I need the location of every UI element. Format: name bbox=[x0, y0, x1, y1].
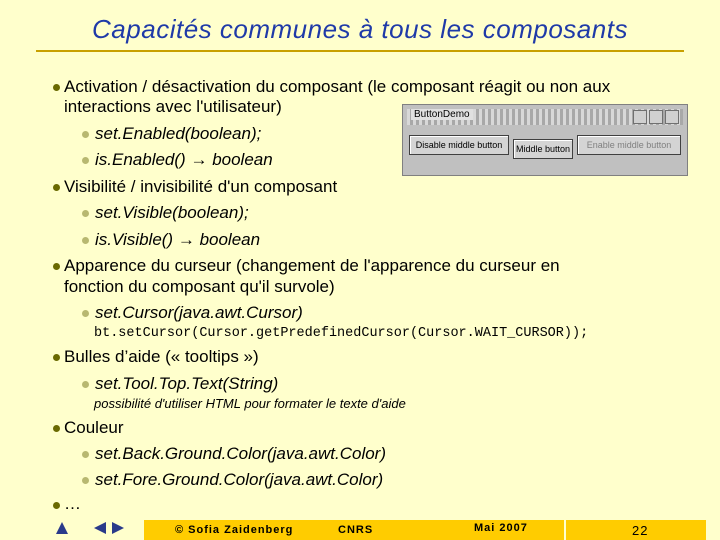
set-visible-text: set.Visible(boolean); bbox=[95, 203, 249, 222]
activation-heading-cont: interactions avec l'utilisateur) bbox=[64, 97, 282, 116]
set-tooltip-text: set.Tool.Top.Text(String) bbox=[95, 374, 279, 393]
close-icon bbox=[665, 110, 679, 124]
nav-first-icon[interactable] bbox=[55, 521, 69, 535]
is-enabled-line bbox=[95, 150, 273, 170]
bullet-icon bbox=[53, 184, 60, 191]
slide-title: Capacités communes à tous les composants bbox=[92, 14, 628, 44]
color-heading: Couleur bbox=[64, 418, 124, 437]
is-visible-line bbox=[95, 230, 260, 250]
enable-middle-button: Enable middle button bbox=[577, 135, 681, 155]
cursor-heading-cont: fonction du composant qu'il survole) bbox=[64, 277, 335, 296]
right-arrow-icon: → bbox=[190, 150, 208, 169]
tooltip-note: possibilité d'utiliser HTML pour formater le texte d'aide bbox=[94, 396, 406, 411]
window-title: ButtonDemo bbox=[411, 109, 473, 120]
set-cursor-text: set.Cursor(java.awt.Cursor) bbox=[95, 303, 303, 322]
nav-next-icon[interactable] bbox=[111, 521, 125, 535]
sub-bullet-icon bbox=[82, 310, 89, 317]
button-demo-screenshot bbox=[402, 104, 688, 176]
sub-bullet-icon bbox=[82, 451, 89, 458]
footer-date: Mai 2007 bbox=[474, 522, 528, 534]
maximize-icon bbox=[649, 110, 663, 124]
bullet-icon bbox=[53, 84, 60, 91]
is-visible-text: is.Visible() bbox=[95, 230, 174, 249]
middle-button: Middle button bbox=[513, 139, 573, 159]
cursor-code-example: bt.setCursor(Cursor.getPredefinedCursor(Cursor.WAIT_CURSOR)); bbox=[94, 326, 589, 341]
sub-bullet-icon bbox=[82, 237, 89, 244]
title-divider bbox=[36, 50, 684, 52]
footer-author: © Sofia Zaidenberg bbox=[175, 524, 294, 536]
sub-bullet-icon bbox=[82, 477, 89, 484]
sub-bullet-icon bbox=[82, 131, 89, 138]
is-enabled-text: is.Enabled() bbox=[95, 150, 186, 169]
bullet-icon bbox=[53, 354, 60, 361]
disable-middle-button: Disable middle button bbox=[409, 135, 509, 155]
page-number: 22 bbox=[632, 523, 649, 538]
bullet-icon bbox=[53, 263, 60, 270]
tooltip-heading: Bulles d’aide (« tooltips ») bbox=[64, 347, 259, 366]
set-background-text: set.Back.Ground.Color(java.awt.Color) bbox=[95, 444, 387, 463]
footer-org: CNRS bbox=[338, 524, 374, 536]
set-foreground-text: set.Fore.Ground.Color(java.awt.Color) bbox=[95, 470, 384, 489]
is-visible-return: boolean bbox=[199, 230, 261, 249]
bullet-icon bbox=[53, 502, 60, 509]
nav-prev-icon[interactable] bbox=[93, 521, 107, 535]
sub-bullet-icon bbox=[82, 157, 89, 164]
sub-bullet-icon bbox=[82, 381, 89, 388]
sub-bullet-icon bbox=[82, 210, 89, 217]
visibility-heading: Visibilité / invisibilité d'un composant bbox=[64, 177, 338, 196]
right-arrow-icon: → bbox=[177, 230, 195, 249]
window-titlebar bbox=[407, 109, 683, 125]
activation-heading: Activation / désactivation du composant (le composant réagit ou non aux bbox=[64, 77, 611, 96]
bullet-icon bbox=[53, 425, 60, 432]
set-enabled-text: set.Enabled(boolean); bbox=[95, 124, 262, 143]
cursor-heading: Apparence du curseur (changement de l'apparence du curseur en bbox=[64, 256, 560, 275]
minimize-icon bbox=[633, 110, 647, 124]
is-enabled-return: boolean bbox=[212, 150, 273, 169]
ellipsis-item: … bbox=[64, 494, 81, 513]
